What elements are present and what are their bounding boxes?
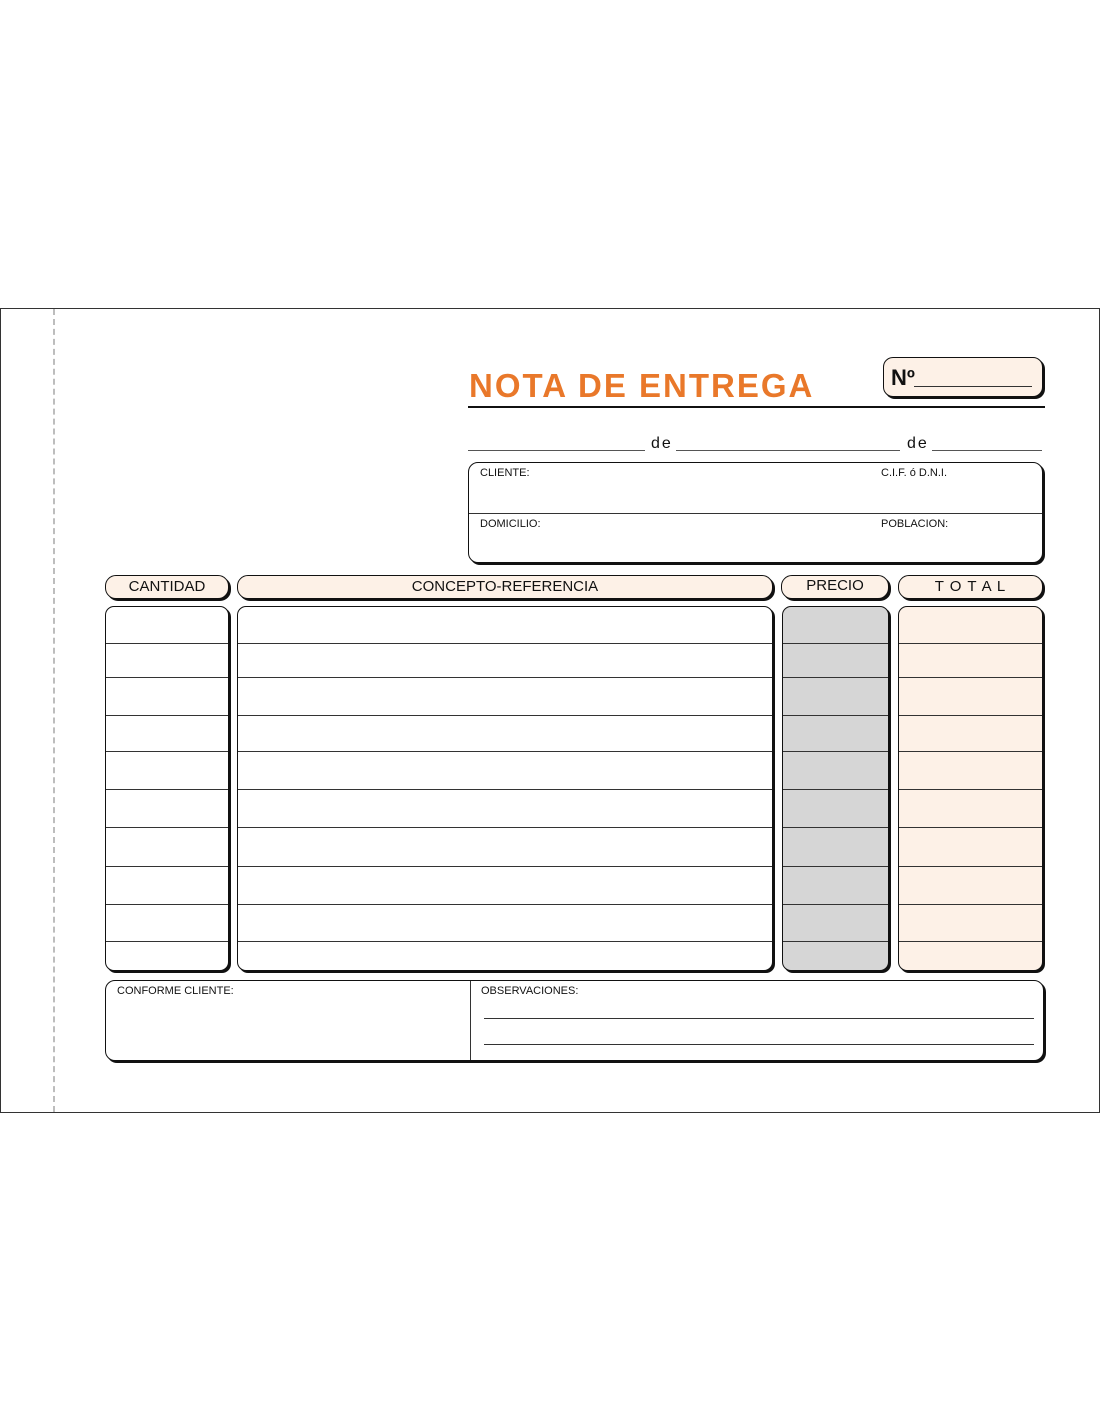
row-separator — [783, 643, 888, 644]
delivery-note-sheet — [0, 308, 1100, 1113]
perforation-line — [53, 309, 55, 1112]
date-month-field[interactable] — [676, 450, 900, 451]
conforme-label: CONFORME CLIENTE: — [117, 985, 234, 997]
observaciones-line[interactable] — [484, 1018, 1034, 1019]
column-concepto[interactable] — [237, 606, 773, 971]
row-separator — [238, 715, 772, 716]
row-separator — [899, 789, 1042, 790]
row-separator — [238, 677, 772, 678]
row-separator — [783, 715, 888, 716]
date-day-field[interactable] — [468, 450, 645, 451]
row-separator — [106, 789, 228, 790]
row-separator — [106, 866, 228, 867]
row-separator — [899, 643, 1042, 644]
domicilio-label: DOMICILIO: — [480, 518, 541, 530]
header-total: T O T A L — [898, 575, 1043, 599]
row-separator — [783, 827, 888, 828]
row-separator — [783, 904, 888, 905]
row-separator — [899, 866, 1042, 867]
number-label: Nº — [891, 365, 915, 390]
row-separator — [106, 715, 228, 716]
row-separator — [783, 866, 888, 867]
row-separator — [899, 941, 1042, 942]
row-separator — [106, 827, 228, 828]
row-separator — [899, 827, 1042, 828]
row-separator — [899, 677, 1042, 678]
row-separator — [783, 751, 888, 752]
row-separator — [238, 866, 772, 867]
header-concepto: CONCEPTO-REFERENCIA — [237, 575, 773, 599]
column-total[interactable] — [898, 606, 1043, 971]
cif-label: C.I.F. ó D.N.I. — [881, 467, 948, 479]
client-info-box — [468, 462, 1043, 563]
observaciones-line[interactable] — [484, 1044, 1034, 1045]
row-separator — [783, 941, 888, 942]
row-separator — [899, 904, 1042, 905]
footer-divider — [470, 981, 471, 1060]
row-separator — [238, 941, 772, 942]
row-separator — [783, 677, 888, 678]
row-separator — [238, 827, 772, 828]
number-box[interactable] — [883, 357, 1043, 397]
row-separator — [106, 904, 228, 905]
poblacion-label: POBLACION: — [881, 518, 949, 530]
column-precio[interactable] — [782, 606, 889, 971]
date-separator-2: de — [907, 435, 929, 452]
row-separator — [238, 789, 772, 790]
row-separator — [783, 789, 888, 790]
row-separator — [106, 643, 228, 644]
title-underline — [468, 406, 1045, 408]
date-year-field[interactable] — [932, 450, 1042, 451]
form-title: NOTA DE ENTREGA — [469, 367, 815, 404]
header-precio: PRECIO — [781, 575, 889, 599]
row-separator — [238, 643, 772, 644]
row-separator — [238, 904, 772, 905]
observaciones-label: OBSERVACIONES: — [481, 985, 579, 997]
date-separator-1: de — [651, 435, 673, 452]
row-separator — [106, 751, 228, 752]
number-field-line — [914, 386, 1032, 387]
footer-box — [105, 980, 1044, 1061]
header-cantidad: CANTIDAD — [105, 575, 229, 599]
row-separator — [106, 941, 228, 942]
row-separator — [106, 677, 228, 678]
row-separator — [899, 715, 1042, 716]
cliente-label: CLIENTE: — [480, 467, 530, 479]
row-separator — [899, 751, 1042, 752]
column-cantidad[interactable] — [105, 606, 229, 971]
client-box-divider — [469, 513, 1042, 514]
row-separator — [238, 751, 772, 752]
